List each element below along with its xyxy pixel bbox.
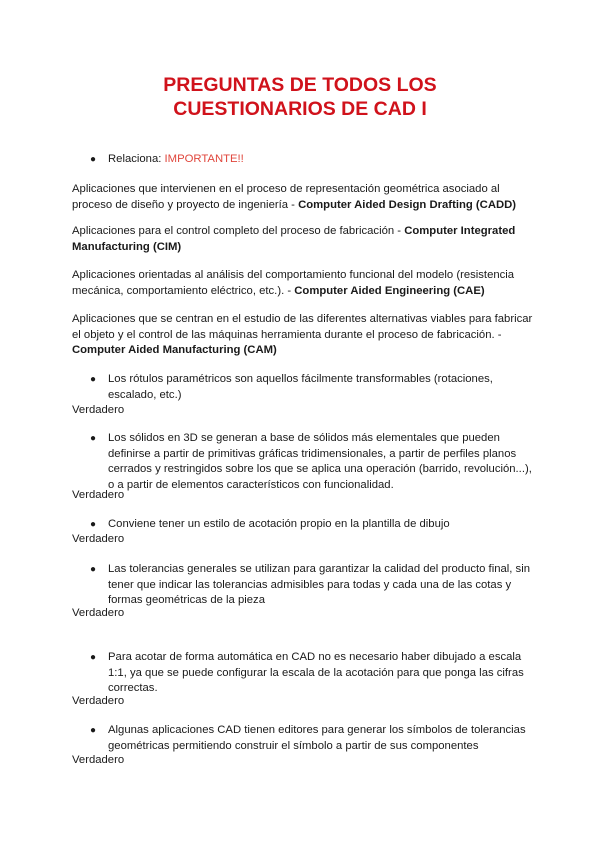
relation-cim (72, 224, 542, 255)
relation-text: Aplicaciones que intervienen en el proceso de representación geométrica asociado al proceso de diseño y proyecto de ingeniería - (72, 183, 500, 211)
question-item (90, 650, 538, 697)
relation-answer: Computer Aided Manufacturing (CAM) (72, 344, 277, 357)
question-answer: Verdadero (72, 754, 125, 766)
question-answer: Verdadero (72, 607, 125, 619)
relation-text: Aplicaciones que se centran en el estudio de las diferentes alternativas viables para fabricar el objeto y el control de las máquinas herramienta durante el proceso de fabricación. - (72, 313, 533, 341)
title-line-2: CUESTIONARIOS DE CAD I (173, 98, 427, 120)
bullet-icon: ● (90, 652, 97, 663)
intro-bullet (90, 152, 538, 168)
relation-cae (72, 268, 542, 299)
important-highlight: IMPORTANTE!! (164, 153, 244, 165)
relation-text: Aplicaciones para el control completo del proceso de fabricación - (72, 225, 405, 237)
bullet-icon: ● (90, 374, 97, 385)
bullet-icon: ● (90, 564, 97, 575)
title-line-1: PREGUNTAS DE TODOS LOS (163, 74, 437, 96)
question-text: Los sólidos en 3D se generan a base de sólidos más elementales que pueden definirse a partir de primitivas gráficas tridimensionales, a partir de perfiles planos cerrados y restringidos sobre los que se aplica una operación (barrido, revolución...), o a partir de elementos característicos con funcionalidad. (108, 432, 532, 491)
question-answer: Verdadero (72, 533, 125, 545)
page-title (0, 73, 600, 121)
question-text: Para acotar de forma automática en CAD no es necesario haber dibujado a escala 1:1, ya que se puede configurar la escala de la acotación para que ponga las cifras correctas. (108, 651, 524, 695)
question-item (90, 723, 538, 754)
relation-cadd (72, 182, 542, 213)
relation-answer: Computer Aided Design Drafting (CADD) (298, 198, 517, 211)
bullet-icon: ● (90, 433, 97, 444)
question-answer: Verdadero (72, 489, 125, 501)
question-text: Las tolerancias generales se utilizan para garantizar la calidad del producto final, sin tener que indicar las tolerancias admisibles para todas y cada una de las cotas y formas geométricas de la pieza (108, 563, 531, 607)
relation-cam (72, 312, 542, 359)
relation-answer: Computer Integrated Manufacturing (CIM) (72, 225, 516, 253)
intro-label: Relaciona: (108, 153, 165, 165)
question-item (90, 431, 538, 493)
bullet-icon: ● (90, 725, 97, 736)
question-item (90, 372, 538, 403)
question-text: Los rótulos paramétricos son aquellos fácilmente transformables (rotaciones, escalado, etc.) (108, 373, 493, 401)
bullet-icon: ● (90, 519, 97, 530)
question-answer: Verdadero (72, 404, 125, 416)
question-answer: Verdadero (72, 695, 125, 707)
relation-text: Aplicaciones orientadas al análisis del comportamiento funcional del modelo (resistencia mecánica, comportamiento eléctrico, etc.). - (72, 269, 515, 297)
question-item (90, 517, 538, 533)
question-item (90, 562, 538, 609)
question-text: Algunas aplicaciones CAD tienen editores para generar los símbolos de tolerancias geométricas permitiendo construir el símbolo a partir de sus componentes (108, 724, 526, 752)
bullet-icon: ● (90, 154, 97, 165)
question-text: Conviene tener un estilo de acotación propio en la plantilla de dibujo (108, 518, 450, 530)
relation-answer: Computer Aided Engineering (CAE) (294, 284, 485, 297)
